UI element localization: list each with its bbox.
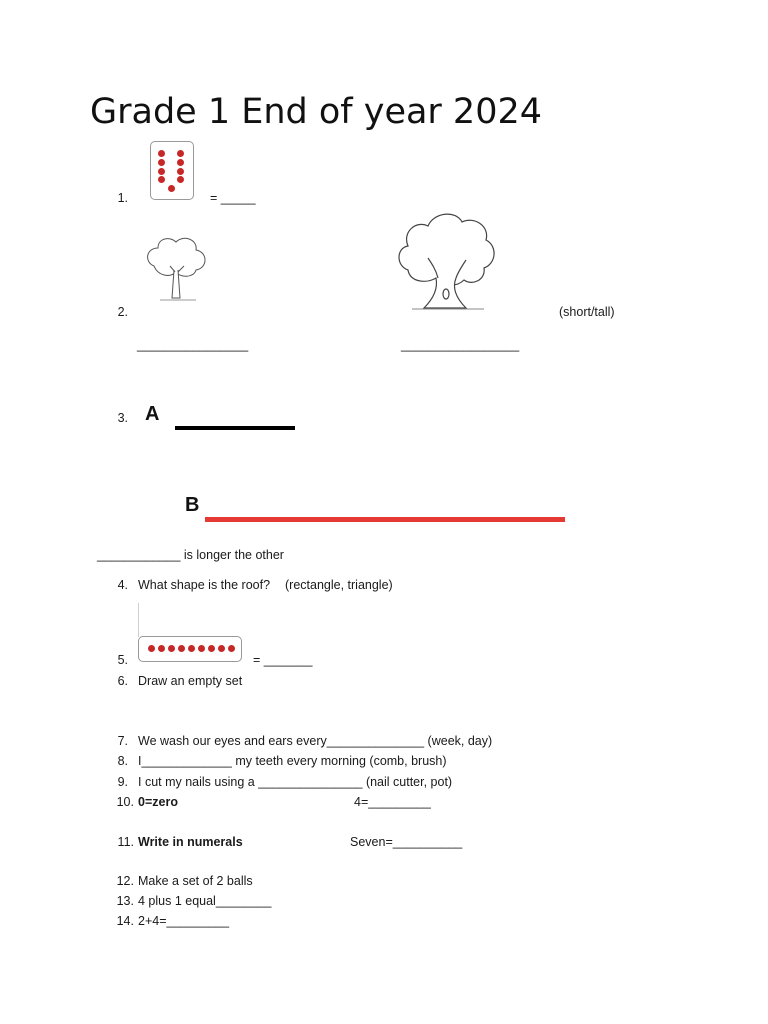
q3-number: 3. [117, 411, 128, 425]
small-tree-image [140, 222, 212, 322]
q7-number: 7. [117, 734, 128, 748]
q7-text: We wash our eyes and ears every______________ (week, day) [138, 734, 493, 748]
dice-dot [168, 185, 175, 192]
q10-right: 4=_________ [354, 795, 431, 809]
q3-label-a: A [145, 403, 160, 425]
capsule-dot [218, 645, 225, 652]
q4-options: (rectangle, triangle) [285, 578, 393, 592]
capsule-dot [208, 645, 215, 652]
capsule-dot [148, 645, 155, 652]
q3-label-b: B [185, 494, 200, 516]
q14-text: 2+4=_________ [138, 914, 230, 928]
q12-number: 12. [116, 874, 134, 888]
q8-number: 8. [117, 754, 128, 768]
big-tree-image [394, 208, 498, 314]
capsule-dot [198, 645, 205, 652]
q11-number: 11. [117, 835, 134, 849]
nine-dots-capsule-image [138, 636, 242, 662]
dice-nine-dots-image [150, 141, 194, 200]
q6-text: Draw an empty set [138, 674, 243, 688]
q2-options: (short/tall) [559, 305, 615, 319]
q11-right: Seven=__________ [350, 835, 463, 849]
q12-text: Make a set of 2 balls [138, 874, 253, 888]
capsule-dot [158, 645, 165, 652]
capsule-dot [228, 645, 235, 652]
q11-text: Write in numerals [138, 835, 243, 849]
q13-number: 13. [116, 894, 134, 908]
q8-text: I_____________ my teeth every morning (comb, brush) [138, 754, 447, 768]
page-title: Grade 1 End of year 2024 [90, 92, 543, 132]
dice-dot [158, 150, 165, 157]
dice-dot [177, 150, 184, 157]
q2-blank-left: ________________ [137, 338, 249, 352]
line-a-black [175, 426, 295, 430]
q1-answer-blank: = _____ [210, 191, 256, 205]
dice-dot [158, 176, 165, 183]
divider-line [138, 603, 139, 637]
capsule-dot [178, 645, 185, 652]
dice-dot [177, 159, 184, 166]
dice-dot [158, 159, 165, 166]
dice-dot [177, 176, 184, 183]
q5-number: 5. [117, 653, 128, 667]
dice-dot [158, 168, 165, 175]
q5-answer-blank: = _______ [253, 653, 313, 667]
q2-number: 2. [117, 305, 128, 319]
line-b-red [205, 517, 565, 522]
q9-text: I cut my nails using a _______________ (nail cutter, pot) [138, 775, 453, 789]
q13-text: 4 plus 1 equal________ [138, 894, 272, 908]
q4-number: 4. [117, 578, 128, 592]
q4-text: What shape is the roof? [138, 578, 271, 592]
q2-blank-right: _________________ [401, 338, 520, 352]
dice-dot [177, 168, 184, 175]
q1-number: 1. [117, 191, 128, 205]
q10-text: 0=zero [138, 795, 178, 809]
capsule-dot [168, 645, 175, 652]
q3-text: ____________ is longer the other [97, 548, 284, 562]
q6-number: 6. [117, 674, 128, 688]
q10-number: 10. [116, 795, 134, 809]
q14-number: 14. [116, 914, 134, 928]
capsule-dot [188, 645, 195, 652]
q9-number: 9. [117, 775, 128, 789]
